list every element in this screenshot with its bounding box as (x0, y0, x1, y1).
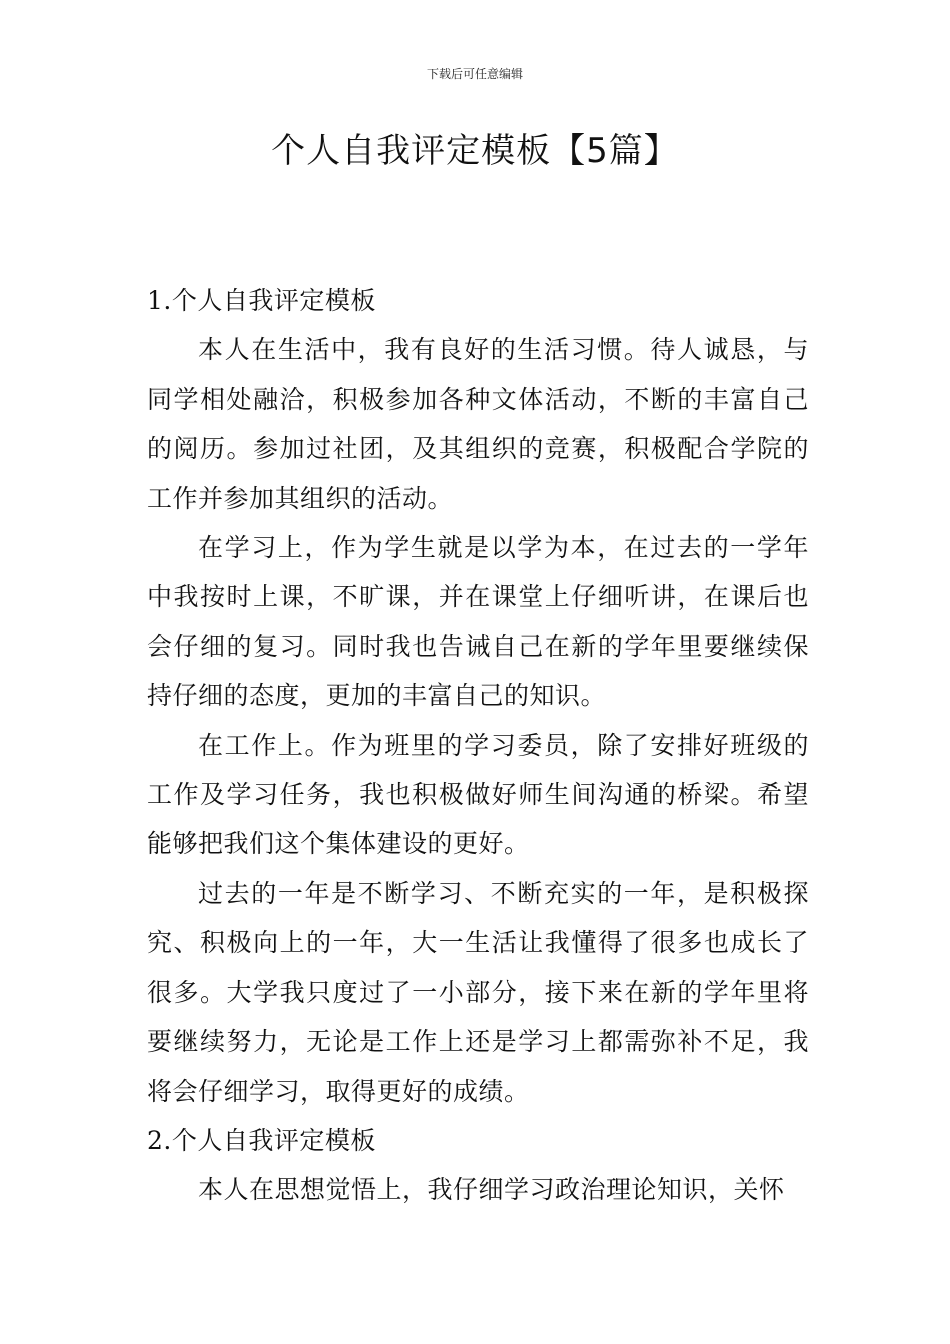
section-heading: 1.个人自我评定模板 (147, 286, 376, 315)
document-body (147, 276, 809, 1215)
document-title: 个人自我评定模板【5篇】 (271, 131, 679, 171)
section-heading: 2.个人自我评定模板 (147, 1125, 376, 1155)
paragraph: 本人在思想觉悟上，我仔细学习政治理论知识，关怀 (198, 1175, 785, 1205)
paragraph: 在工作上。作为班里的学习委员，除了安排好班级的工作及学习任务，我也积极做好师生间沟通的桥梁。希望能够把我们这个集体建设的更好。 (147, 730, 809, 859)
paragraph: 本人在生活中，我有良好的生活习惯。待人诚恳，与同学相处融洽，积极参加各种文体活动，不断的丰富自己的阅历。参加过社团，及其组织的竞赛，积极配合学院的工作并参加其组织的活动。 (147, 335, 809, 513)
paragraph: 过去的一年是不断学习、不断充实的一年，是积极探究、积极向上的一年，大一生活让我懂得了很多也成长了很多。大学我只度过了一小部分，接下来在新的学年里将要继续努力，无论是工作上还是学习上都需弥补不足，我将会仔细学习，取得更好的成绩。 (147, 878, 809, 1106)
header-note: 下载后可任意编辑 (426, 67, 523, 81)
paragraph: 在学习上，作为学生就是以学为本，在过去的一学年中我按时上课，不旷课，并在课堂上仔细听讲，在课后也会仔细的复习。同时我也告诫自己在新的学年里要继续保持仔细的态度，更加的丰富自己的知识。 (147, 533, 809, 711)
